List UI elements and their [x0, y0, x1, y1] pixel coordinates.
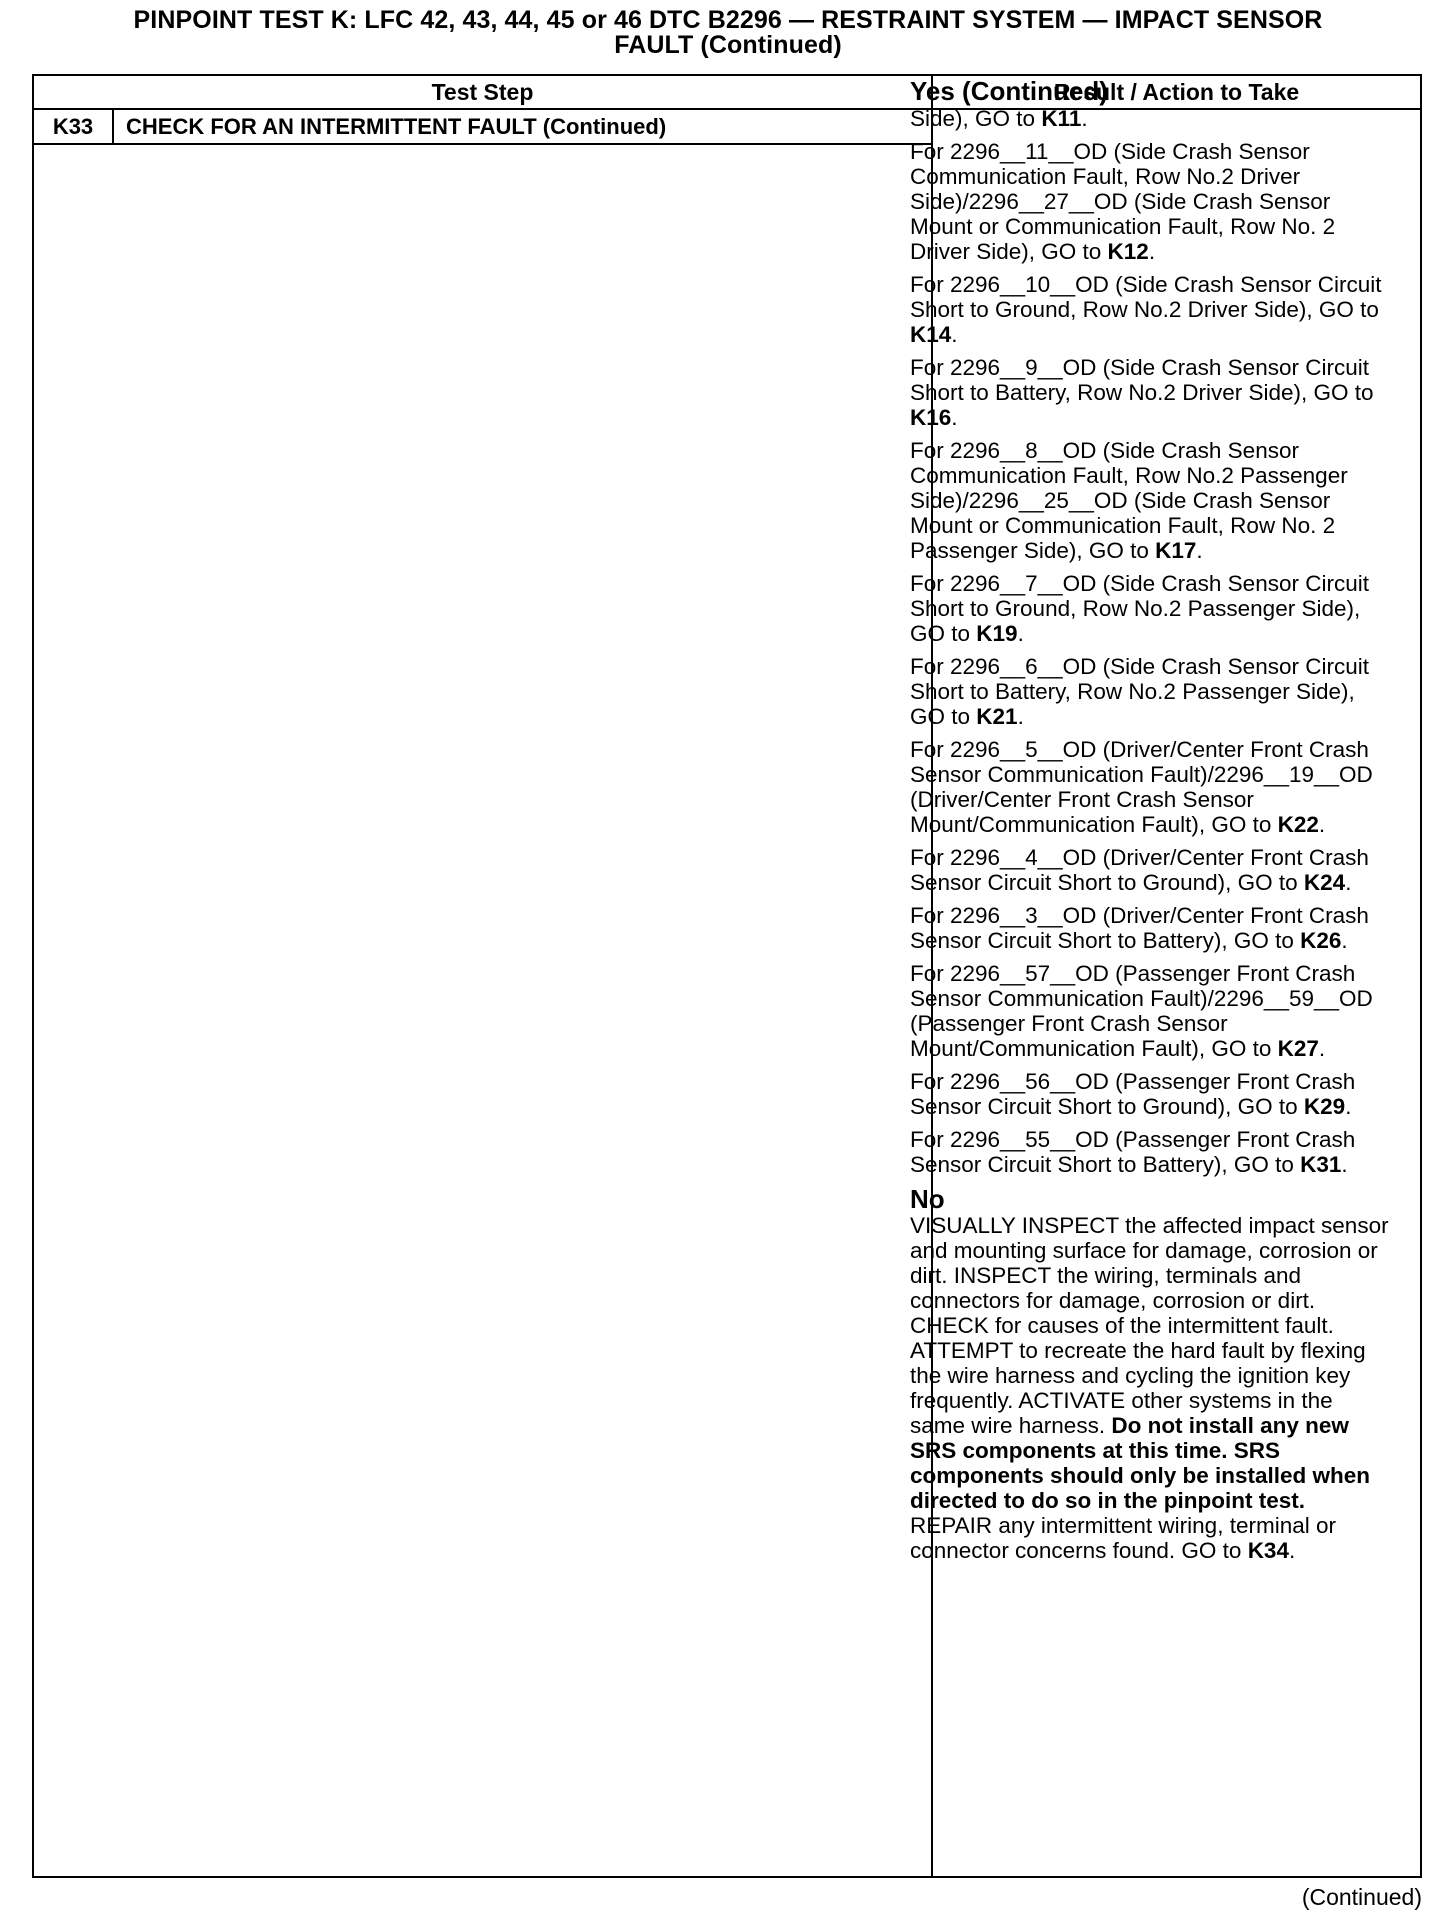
step-ref: K17	[1155, 538, 1197, 563]
continued-footer: (Continued)	[1301, 1884, 1422, 1910]
result-item: For 2296__3__OD (Driver/Center Front Crash Sensor Circuit Short to Battery), GO to K26.	[910, 903, 1369, 953]
no-paragraph: VISUALLY INSPECT the affected impact sensor and mounting surface for damage, corrosion or dirt. INSPECT the wiring, terminals and connectors for damage, corrosion or dirt. CHECK for causes of the intermittent fault. ATTEMPT to recreate the hard fault by flexing the wire harness and cycling the ignition key frequently. ACTIVATE other systems in the same wire harness. Do not install any new SRS components at this time. SRS components should only be installed when directed to do so in the pinpoint test. REPAIR any intermittent wiring, terminal or connector concerns found. GO to K34.	[910, 1213, 1389, 1563]
result-item: For 2296__6__OD (Side Crash Sensor Circuit Short to Battery, Row No.2 Passenger Side), GO to K21.	[910, 654, 1369, 729]
result-items	[910, 139, 1390, 1177]
result-item: For 2296__9__OD (Side Crash Sensor Circuit Short to Battery, Row No.2 Driver Side), GO to K16.	[910, 355, 1374, 430]
step-ref: K21	[976, 704, 1018, 729]
no-text-1: VISUALLY INSPECT the affected impact sensor and mounting surface for damage, corrosion or dirt. INSPECT the wiring, terminals and connectors for damage, corrosion or dirt. CHECK for causes of the intermittent fault. ATTEMPT to recreate the hard fault by flexing the wire harness and cycling the ignition key frequently. ACTIVATE other systems in the same wire harness.	[910, 1213, 1389, 1438]
step-ref: K14	[910, 322, 952, 347]
result-item-text: For 2296__8__OD (Side Crash Sensor Communication Fault, Row No.2 Passenger Side)/2296__25__OD (Side Crash Sensor Mount or Communication Fault, Row No. 2 Passenger Side), GO to	[910, 438, 1348, 563]
title-line-1: PINPOINT TEST K: LFC 42, 43, 44, 45 or 46 DTC B2296 — RESTRAINT SYSTEM — IMPACT SENSOR	[133, 6, 1323, 34]
yes-lead-text: Side), GO to	[910, 106, 1042, 131]
result-item: For 2296__5__OD (Driver/Center Front Crash Sensor Communication Fault)/2296__19__OD (Driver/Center Front Crash Sensor Mount/Communication Fault), GO to K22.	[910, 737, 1373, 837]
result-item: For 2296__4__OD (Driver/Center Front Crash Sensor Circuit Short to Ground), GO to K24.	[910, 845, 1369, 895]
step-ref: K26	[1300, 928, 1342, 953]
result-item: For 2296__10__OD (Side Crash Sensor Circuit Short to Ground, Row No.2 Driver Side), GO to K14.	[910, 272, 1382, 347]
header-test-step: Test Step	[431, 79, 534, 105]
result-item-text: For 2296__7__OD (Side Crash Sensor Circuit Short to Ground, Row No.2 Passenger Side), GO to	[910, 571, 1369, 646]
step-ref: K27	[1277, 1036, 1319, 1061]
result-item-text: For 2296__55__OD (Passenger Front Crash Sensor Circuit Short to Battery), GO to	[910, 1127, 1356, 1177]
result-item: For 2296__56__OD (Passenger Front Crash Sensor Circuit Short to Ground), GO to K29.	[910, 1069, 1356, 1119]
result-item-text: For 2296__4__OD (Driver/Center Front Crash Sensor Circuit Short to Ground), GO to	[910, 845, 1369, 895]
step-ref: K29	[1303, 1094, 1346, 1119]
yes-heading: Yes (Continued)	[910, 76, 1108, 106]
title-line-2: FAULT (Continued)	[614, 31, 842, 59]
result-item: For 2296__55__OD (Passenger Front Crash Sensor Circuit Short to Battery), GO to K31.	[910, 1127, 1356, 1177]
result-item-text: For 2296__57__OD (Passenger Front Crash Sensor Communication Fault)/2296__59__OD (Passenger Front Crash Sensor Mount/Communication Fault), GO to	[910, 961, 1373, 1061]
header-result: Result / Action to Take	[1053, 79, 1300, 105]
no-text-2: REPAIR any intermittent wiring, terminal or connector concerns found. GO to	[910, 1513, 1336, 1563]
step-ref: K31	[1300, 1152, 1342, 1177]
result-item: For 2296__11__OD (Side Crash Sensor Communication Fault, Row No.2 Driver Side)/2296__27__OD (Side Crash Sensor Mount or Communication Fault, Row No. 2 Driver Side), GO to K12.	[910, 139, 1336, 264]
step-number: K33	[34, 110, 114, 143]
result-item-text: For 2296__5__OD (Driver/Center Front Crash Sensor Communication Fault)/2296__19__OD (Driver/Center Front Crash Sensor Mount/Communication Fault), GO to	[910, 737, 1373, 837]
no-warning: Do not install any new SRS components at this time. SRS components should only be installed when directed to do so in the pinpoint test.	[910, 1413, 1371, 1513]
step-title: CHECK FOR AN INTERMITTENT FAULT (Continued)	[126, 114, 667, 139]
result-item: For 2296__7__OD (Side Crash Sensor Circuit Short to Ground, Row No.2 Passenger Side), GO to K19.	[910, 571, 1369, 646]
step-row	[34, 110, 931, 145]
step-ref: K22	[1277, 812, 1319, 837]
step-ref: K16	[910, 405, 952, 430]
result-item-text: For 2296__56__OD (Passenger Front Crash Sensor Circuit Short to Ground), GO to	[910, 1069, 1356, 1119]
page-title	[0, 8, 1456, 58]
result-item-text: For 2296__6__OD (Side Crash Sensor Circuit Short to Battery, Row No.2 Passenger Side), GO to	[910, 654, 1369, 729]
result-item: For 2296__8__OD (Side Crash Sensor Communication Fault, Row No.2 Passenger Side)/2296__25__OD (Side Crash Sensor Mount or Communication Fault, Row No. 2 Passenger Side), GO to K17.	[910, 438, 1348, 563]
step-ref: K12	[1107, 239, 1149, 264]
result-action-cell	[910, 76, 1390, 1571]
result-item-text: For 2296__3__OD (Driver/Center Front Crash Sensor Circuit Short to Battery), GO to	[910, 903, 1369, 953]
result-item: For 2296__57__OD (Passenger Front Crash Sensor Communication Fault)/2296__59__OD (Passenger Front Crash Sensor Mount/Communication Fault), GO to K27.	[910, 961, 1373, 1061]
yes-lead: Side), GO to K11.	[910, 106, 1088, 131]
step-ref: K24	[1303, 870, 1346, 895]
result-item-text: For 2296__10__OD (Side Crash Sensor Circuit Short to Ground, Row No.2 Driver Side), GO to	[910, 272, 1382, 322]
no-heading: No	[910, 1184, 945, 1214]
step-ref: K11	[1041, 106, 1082, 131]
step-ref: K34	[1247, 1538, 1289, 1563]
result-item-text: For 2296__11__OD (Side Crash Sensor Communication Fault, Row No.2 Driver Side)/2296__27__OD (Side Crash Sensor Mount or Communication Fault, Row No. 2 Driver Side), GO to	[910, 139, 1336, 264]
result-item-text: For 2296__9__OD (Side Crash Sensor Circuit Short to Battery, Row No.2 Driver Side), GO to	[910, 355, 1374, 405]
step-ref: K19	[976, 621, 1018, 646]
